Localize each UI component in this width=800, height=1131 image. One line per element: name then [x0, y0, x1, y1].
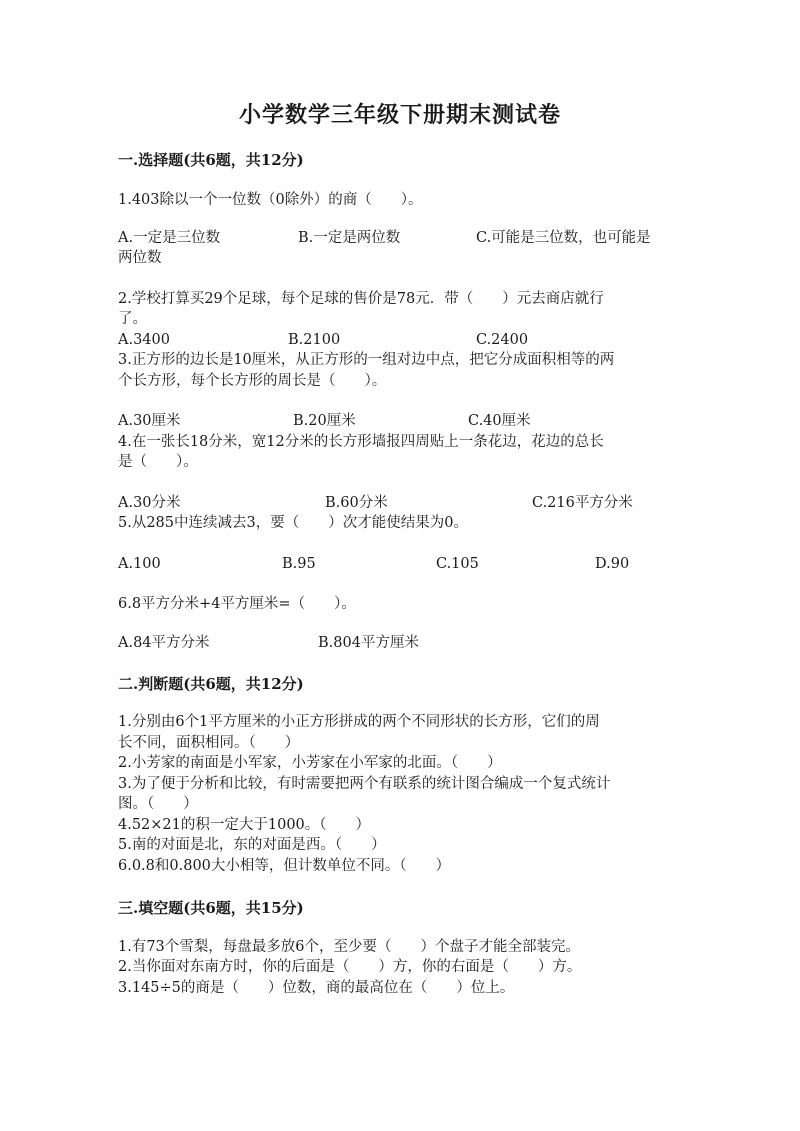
judgement-line: 3.为了便于分析和比较，有时需要把两个有联系的统计图合编成一个复式统计: [118, 776, 611, 792]
q2-option-a: A.3400: [118, 332, 170, 348]
q5-option-b: B.95: [282, 556, 316, 572]
q6-option-b: B.804平方厘米: [318, 635, 419, 651]
q1-option-a: A.一定是三位数: [118, 230, 221, 246]
question-1-text: 1.403除以一个一位数（0除外）的商（ ）。: [118, 192, 423, 208]
section-heading-choice: 一.选择题(共6题，共12分): [118, 151, 304, 169]
q3-option-c: C.40厘米: [468, 413, 531, 429]
q6-option-a: A.84平方分米: [118, 635, 210, 651]
judgement-line: 长不同，面积相同。（ ）: [118, 735, 300, 751]
fill-blank-line: 1.有73个雪梨，每盘最多放6个，至少要（ ）个盘子才能全部装完。: [118, 939, 581, 955]
question-2-text: 2.学校打算买29个足球，每个足球的售价是78元．带（ ）元去商店就行: [118, 291, 604, 307]
page-title: 小学数学三年级下册期末测试卷: [238, 102, 561, 128]
judgement-line: 5.南的对面是北，东的对面是西。（ ）: [118, 837, 386, 853]
q4-option-b: B.60分米: [325, 495, 388, 511]
q2-option-c: C.2400: [476, 332, 529, 348]
question-4-text: 4.在一张长18分米，宽12分米的长方形墙报四周贴上一条花边，花边的总长: [118, 434, 604, 450]
section-heading-fill-blank: 三.填空题(共6题，共15分): [118, 899, 304, 917]
q2-option-b: B.2100: [288, 332, 341, 348]
question-4-text-line2: 是（ ）。: [118, 454, 198, 470]
question-6-text: 6.8平方分米+4平方厘米=（ ）。: [118, 596, 356, 612]
q1-option-c-continued: 两位数: [118, 250, 162, 266]
question-5-text: 5.从285中连续减去3，要（ ）次才能使结果为0。: [118, 515, 468, 531]
q5-option-c: C.105: [436, 556, 479, 572]
judgement-line: 4.52×21的积一定大于1000。（ ）: [118, 817, 371, 833]
q3-option-b: B.20厘米: [293, 413, 356, 429]
section-heading-judgement: 二.判断题(共6题，共12分): [118, 675, 304, 693]
q5-option-a: A.100: [118, 556, 161, 572]
q5-option-d: D.90: [595, 556, 630, 572]
judgement-line: 1.分别由6个1平方厘米的小正方形拼成的两个不同形状的长方形，它们的周: [118, 714, 600, 730]
q1-option-b: B.一定是两位数: [298, 230, 401, 246]
q1-option-c: C.可能是三位数，也可能是: [476, 230, 651, 246]
question-3-text-line2: 个长方形，每个长方形的周长是（ ）。: [118, 373, 387, 389]
judgement-line: 图。（ ）: [118, 796, 198, 812]
judgement-line: 2.小芳家的南面是小军家，小芳家在小军家的北面。（ ）: [118, 755, 502, 771]
q4-option-a: A.30分米: [118, 495, 181, 511]
question-3-text: 3.正方形的边长是10厘米，从正方形的一组对边中点，把它分成面积相等的两: [118, 352, 615, 368]
fill-blank-line: 2.当你面对东南方时，你的后面是（ ）方，你的右面是（ ）方。: [118, 959, 582, 975]
judgement-line: 6.0.8和0.800大小相等，但计数单位不同。（ ）: [118, 858, 451, 874]
q3-option-a: A.30厘米: [118, 413, 181, 429]
q4-option-c: C.216平方分米: [532, 495, 633, 511]
question-2-text-line2: 了。: [118, 311, 147, 327]
fill-blank-line: 3.145÷5的商是（ ）位数，商的最高位在（ ）位上。: [118, 980, 515, 996]
